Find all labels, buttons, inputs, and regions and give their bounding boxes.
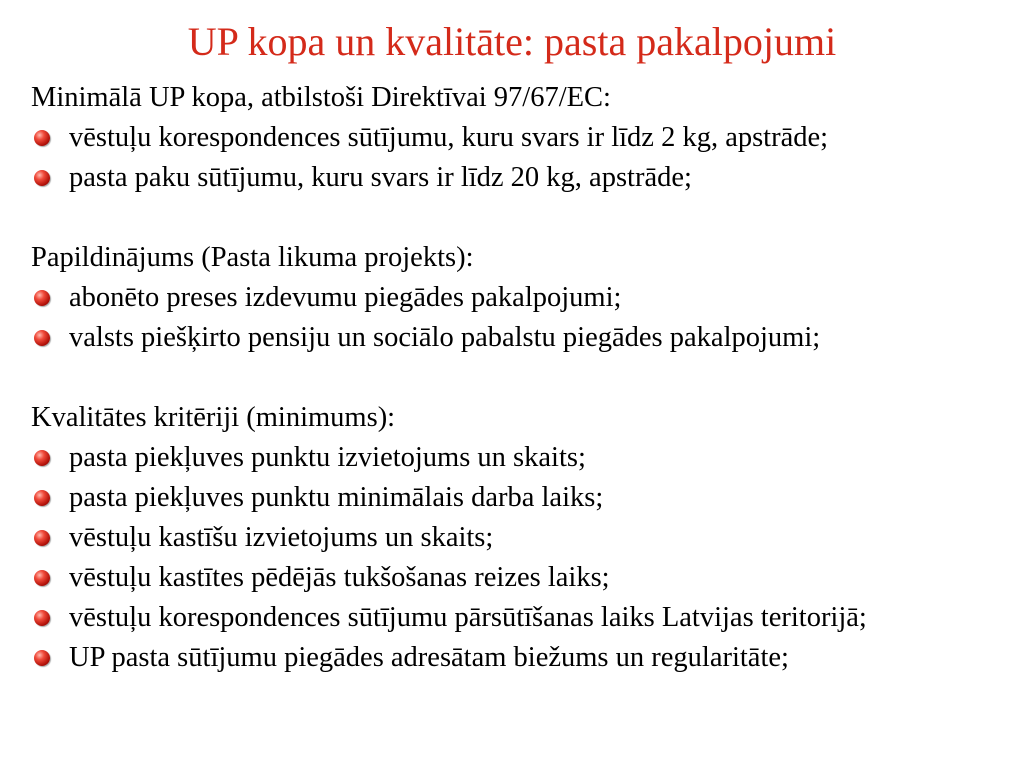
list-item-text: vēstuļu kastītes pēdējās tukšošanas reizes laiks; [69, 562, 610, 593]
red-sphere-bullet-icon [34, 610, 50, 626]
red-sphere-bullet-icon [34, 650, 50, 666]
list-item-text: pasta piekļuves punktu izvietojums un skaits; [69, 442, 586, 473]
list-item-text: vēstuļu korespondences sūtījumu, kuru svars ir līdz 2 kg, apstrāde; [69, 122, 829, 153]
list-item [31, 438, 1006, 478]
list-item-text: pasta piekļuves punktu minimālais darba laiks; [69, 482, 604, 513]
section-quality-criteria [31, 398, 1006, 678]
list-item [31, 318, 1006, 358]
list-item-text: vēstuļu kastīšu izvietojums un skaits; [69, 522, 494, 553]
section-spacer [31, 198, 1006, 238]
list-item [31, 158, 1006, 198]
section-supplement [31, 238, 1006, 358]
section-heading: Papildinājums (Pasta likuma projekts): [31, 242, 474, 273]
list-item [31, 638, 1006, 678]
section-heading: Kvalitātes kritēriji (minimums): [31, 402, 396, 433]
red-sphere-bullet-icon [34, 490, 50, 506]
list-item [31, 478, 1006, 518]
list-item [31, 278, 1006, 318]
red-sphere-bullet-icon [34, 450, 50, 466]
red-sphere-bullet-icon [34, 290, 50, 306]
section-minimal-up-set [31, 78, 1006, 198]
red-sphere-bullet-icon [34, 330, 50, 346]
slide-content [31, 78, 1006, 678]
slide-title: UP kopa un kvalitāte: pasta pakalpojumi [187, 19, 837, 64]
list-item [31, 118, 1006, 158]
red-sphere-bullet-icon [34, 570, 50, 586]
list-item [31, 558, 1006, 598]
red-sphere-bullet-icon [34, 130, 50, 146]
list-item-text: valsts piešķirto pensiju un sociālo pabalstu piegādes pakalpojumi; [69, 322, 821, 353]
section-spacer [31, 358, 1006, 398]
list-item-text: pasta paku sūtījumu, kuru svars ir līdz 20 kg, apstrāde; [69, 162, 692, 193]
list-item-text: vēstuļu korespondences sūtījumu pārsūtīšanas laiks Latvijas teritorijā; [69, 602, 867, 633]
red-sphere-bullet-icon [34, 530, 50, 546]
section-heading: Minimālā UP kopa, atbilstoši Direktīvai 97/67/EC: [31, 82, 611, 113]
list-item [31, 518, 1006, 558]
list-item [31, 598, 1006, 638]
list-item-text: abonēto preses izdevumu piegādes pakalpojumi; [69, 282, 622, 313]
list-item-text: UP pasta sūtījumu piegādes adresātam biežums un regularitāte; [69, 642, 789, 673]
red-sphere-bullet-icon [34, 170, 50, 186]
